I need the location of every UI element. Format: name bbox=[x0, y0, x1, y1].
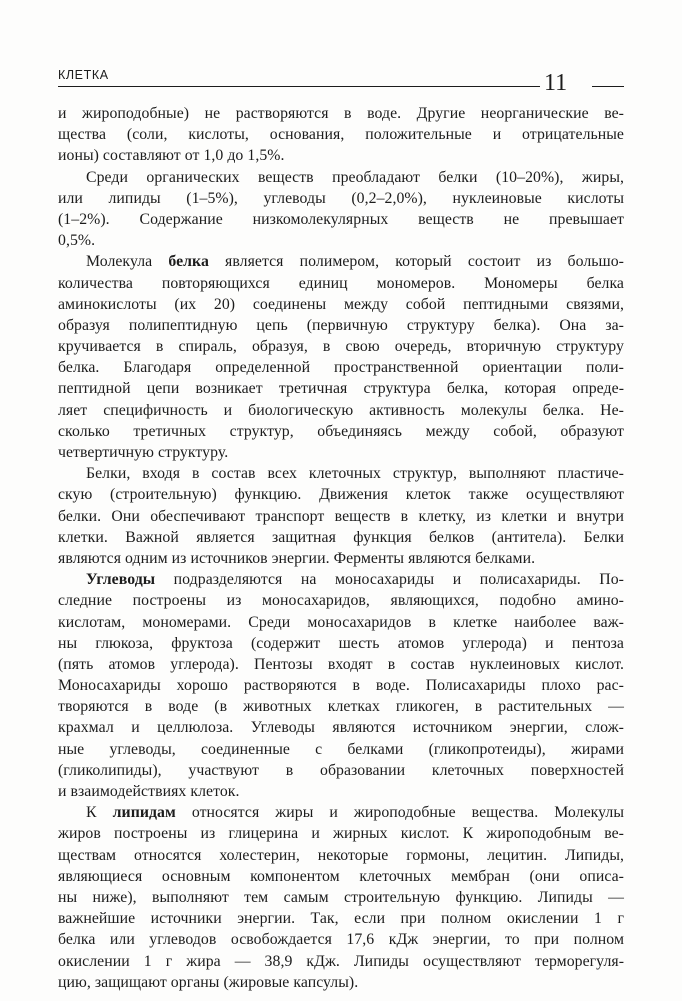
text-line: клетки. Важной является защитная функция белков (антитела). Белки bbox=[58, 528, 624, 546]
text-line: ляет специфичность и биологическую активность молекулы белка. Не- bbox=[58, 401, 624, 419]
text-line: образуя полипептидную цепь (первичную структуру белка). Она за- bbox=[58, 316, 624, 334]
text-line: (1–2%). Содержание низкомолекулярных веществ не превышает bbox=[58, 210, 624, 228]
text-line: белка или углеводов освобождается 17,6 кДж энергии, то при полном bbox=[58, 931, 624, 949]
text-line: белка. Благодаря определенной пространственной ориентации поли- bbox=[58, 359, 624, 377]
paragraph bbox=[58, 167, 624, 252]
text-line: окислении 1 г жира — 38,9 кДж. Липиды осуществляют терморегуля- bbox=[58, 952, 624, 970]
lead-text: подразделяются на моносахариды и полисахариды. По- bbox=[155, 571, 624, 589]
text-line: важнейшие источники энергии. Так, если при полном окислении 1 г bbox=[58, 910, 624, 928]
lead-text: Молекула bbox=[86, 253, 169, 271]
text-line: скую (строительную) функцию. Движения клеток также осуществляют bbox=[58, 486, 624, 504]
text-line: (пять атомов углерода). Пентозы входят в состав нуклеиновых кислот. bbox=[58, 655, 624, 673]
text-line: творяются в воде (в животных клетках гликоген, в растительных — bbox=[58, 698, 624, 716]
text-line: являются одним из источников энергии. Ферменты являются белками. bbox=[58, 549, 536, 567]
text-line: пептидной цепи возникает третичная структура белка, которая опреде- bbox=[58, 380, 624, 398]
text-line: Среди органических веществ преобладают белки (10–20%), жиры, bbox=[86, 168, 624, 186]
paragraph bbox=[58, 802, 624, 993]
body-text bbox=[58, 103, 624, 993]
term-lipids: липидам bbox=[112, 804, 176, 822]
text-line: являющиеся основным компонентом клеточных мембран (они описа- bbox=[58, 867, 624, 885]
text-line: Белки, входя в состав всех клеточных структур, выполняют пластиче- bbox=[86, 465, 624, 483]
section-title: КЛЕТКА bbox=[58, 68, 109, 82]
paragraph bbox=[58, 251, 624, 463]
text-line: Моносахариды хорошо растворяются в воде. Полисахариды плохо рас- bbox=[58, 677, 624, 695]
text-line: (гликолипиды), участвуют в образовании клеточных поверхностей bbox=[58, 761, 624, 779]
text-line: ны ниже), выполняют тем самым строительную функцию. Липиды — bbox=[58, 888, 624, 906]
text-line bbox=[58, 802, 624, 823]
text-line: четвертичную структуру. bbox=[58, 444, 229, 461]
text-line: следние построены из моносахаридов, являющихся, подобно амино- bbox=[58, 592, 624, 610]
text-line bbox=[58, 569, 624, 590]
text-line: или липиды (1–5%), углеводы (0,2–2,0%), нуклеиновые кислоты bbox=[58, 189, 624, 207]
page-number-dash bbox=[592, 86, 624, 87]
paragraph bbox=[58, 463, 624, 569]
paragraph bbox=[58, 103, 624, 167]
text-line: сколько третичных структур, объединяясь между собой, образуют bbox=[58, 422, 624, 440]
term-protein: белка bbox=[168, 253, 209, 271]
text-line: ны глюкоза, фруктоза (содержит шесть атомов углерода) и пентоза bbox=[58, 634, 624, 652]
paragraph bbox=[58, 569, 624, 802]
text-line: и взаимодействиях клеток. bbox=[58, 783, 240, 800]
text-line: цию, защищают органы (жировые капсулы). bbox=[58, 973, 359, 991]
text-line: щества (соли, кислоты, основания, положительные и отрицательные bbox=[58, 126, 624, 144]
text-line: кислотам, мономерами. Среди моносахаридов в клетке наиболее важ- bbox=[58, 613, 624, 631]
text-line: ществам относятся холестерин, некоторые гормоны, лецитин. Липиды, bbox=[58, 846, 624, 864]
term-carbohydrates: Углеводы bbox=[86, 571, 156, 589]
text-line: ионы) составляют от 1,0 до 1,5%. bbox=[58, 147, 285, 165]
page-number: 11 bbox=[544, 70, 568, 96]
lead-text: К bbox=[86, 804, 113, 822]
header-rule bbox=[58, 86, 540, 87]
lead-text: является полимером, который состоит из большо- bbox=[208, 253, 624, 271]
text-line bbox=[58, 251, 624, 272]
text-line: 0,5%. bbox=[58, 232, 96, 250]
text-line: кручивается в спираль, образуя, в свою очередь, вторичную структуру bbox=[58, 338, 624, 356]
text-line: жиров построены из глицерина и жирных кислот. К жироподобным ве- bbox=[58, 825, 624, 843]
text-line: и жироподобные) не растворяются в воде. Другие неорганические ве- bbox=[58, 105, 624, 122]
text-line: ные углеводы, соединенные с белками (гликопротеиды), жирами bbox=[58, 740, 624, 758]
text-line: аминокислоты (их 20) соединены между собой пептидными связями, bbox=[58, 295, 624, 313]
lead-text: относятся жиры и жироподобные вещества. Молекулы bbox=[175, 804, 625, 822]
running-header bbox=[58, 68, 624, 94]
text-line: крахмал и целлюлоза. Углеводы являются источником энергии, слож- bbox=[58, 719, 624, 737]
text-line: количества повторяющихся единиц мономеров. Мономеры белка bbox=[58, 274, 624, 292]
text-line: белки. Они обеспечивают транспорт веществ в клетку, из клетки и внутри bbox=[58, 507, 624, 525]
